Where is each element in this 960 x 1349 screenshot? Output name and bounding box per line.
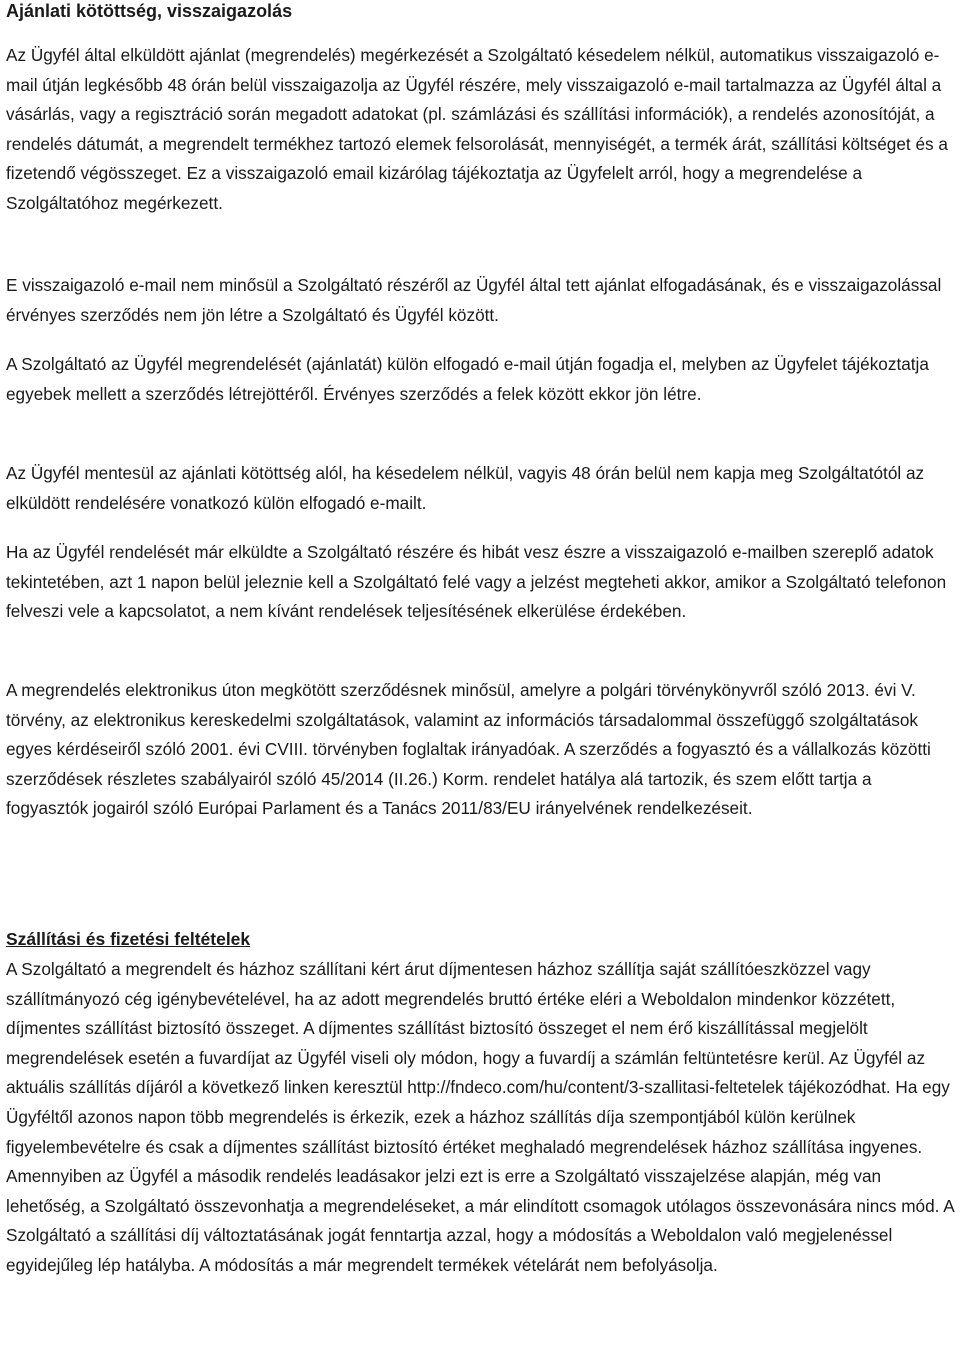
paragraph-error-reporting: Ha az Ügyfél rendelését már elküldte a Szolgáltató részére és hibát vesz észre a visszaigazoló e-mailben szereplő adatok tekintetében, azt 1 napon belül jeleznie kell a Szolgáltató felé vagy a jelzést megteheti akkor, amikor a Szolgáltató telefonon felveszi vele a kapcsolatot, a nem kívánt rendelések teljesítésének elkerülése érdekében.	[6, 542, 947, 622]
paragraph-not-acceptance: E visszaigazoló e-mail nem minősül a Szolgáltató részéről az Ügyfél által tett ajánlat elfogadásának, és e visszaigazolással érvényes szerződés nem jön létre a Szolgáltató és Ügyfél között.	[6, 275, 942, 325]
paragraph-confirmation-email: Az Ügyfél által elküldött ajánlat (megrendelés) megérkezését a Szolgáltató késedelem nélkül, automatikus visszaigazoló e-mail útján legkésőbb 48 órán belül visszaigazolja az Ügyfél részére, mely visszaigazoló e-mail tartalmazza az Ügyfél által a vásárlás, vagy a regisztráció során megadott adatokat (pl. számlázási és szállítási információk), a rendelés azonosítóját, a rendelés dátumát, a megrendelt termékhez tartozó elemek felsorolását, mennyiségét, a termék árát, szállítási költséget és a fizetendő végösszeget. Ez a visszaigazoló email kizárólag tájékoztatja az Ügyfelelt arról, hogy a megrendelése a Szolgáltatóhoz megérkezett.	[6, 45, 948, 213]
section-title-offer-confirmation: Ajánlati kötöttség, visszaigazolás	[6, 1, 293, 21]
section-title-shipping-payment: Szállítási és fizetési feltételek	[6, 929, 251, 949]
paragraph-shipping-terms: A Szolgáltató a megrendelt és házhoz szállítani kért árut díjmentesen házhoz szállítja saját szállítóeszközzel vagy szállítmányozó cég igénybevételével, ha az adott megrendelés bruttó értéke eléri a Weboldalon mindenkor közzétett, díjmentes szállítást biztosító összeget. A díjmentes szállítást biztosító összeget el nem érő kiszállítással megjelölt megrendelések esetén a fuvardíjat az Ügyfél viseli oly módon, hogy a fuvardíj a számlán feltüntetésre kerül. Az Ügyfél az aktuális szállítás díjáról a következő linken keresztül http://fndeco.com/hu/content/3-szallitasi-feltetelek tájékozódhat. Ha egy Ügyféltől azonos napon több megrendelés is érkezik, ezek a házhoz szállítás díja szempontjából külön kerülnek figyelembevételre és csak a díjmentes szállítást biztosító értéket meghaladó megrendelések házhoz szállítása ingyenes. Amennyiben az Ügyfél a második rendelés leadásakor jelzi ezt is erre a Szolgáltató visszajelzése alapján, még van lehetőség, a Szolgáltató összevonhatja a megrendeléseket, a már elindított csomagok utólagos összevonására nincs mód. A Szolgáltató a szállítási díj változtatásának jogát fenntartja azzal, hogy a módosítás a Weboldalon való megjelenéssel egyidejűleg lép hatályba. A módosítás a már megrendelt termékek vételárát nem befolyásolja.	[6, 959, 954, 1275]
paragraph-acceptance-email: A Szolgáltató az Ügyfél megrendelését (ajánlatát) külön elfogadó e-mail útján fogadja el, melyben az Ügyfelet tájékoztatja egyebek mellett a szerződés létrejöttéről. Érvényes szerződés a felek között ekkor jön létre.	[6, 354, 929, 404]
paragraph-legal-basis: A megrendelés elektronikus úton megkötött szerződésnek minősül, amelyre a polgári törvénykönyvről szóló 2013. évi V. törvény, az elektronikus kereskedelmi szolgáltatások, valamint az információs társadalommal összefüggő szolgáltatások egyes kérdéseiről szóló 2001. évi CVIII. törvényben foglaltak irányadóak. A szerződés a fogyasztó és a vállalkozás közötti szerződések részletes szabályairól szóló 45/2014 (II.26.) Korm. rendelet hatálya alá tartozik, és szem előtt tartja a fogyasztók jogairól szóló Európai Parlament és a Tanács 2011/83/EU irányelvének rendelkezéseit.	[6, 680, 931, 819]
paragraph-release-from-offer: Az Ügyfél mentesül az ajánlati kötöttség alól, ha késedelem nélkül, vagyis 48 órán belül nem kapja meg Szolgáltatótól az elküldött rendelésére vonatkozó külön elfogadó e-mailt.	[6, 463, 925, 513]
